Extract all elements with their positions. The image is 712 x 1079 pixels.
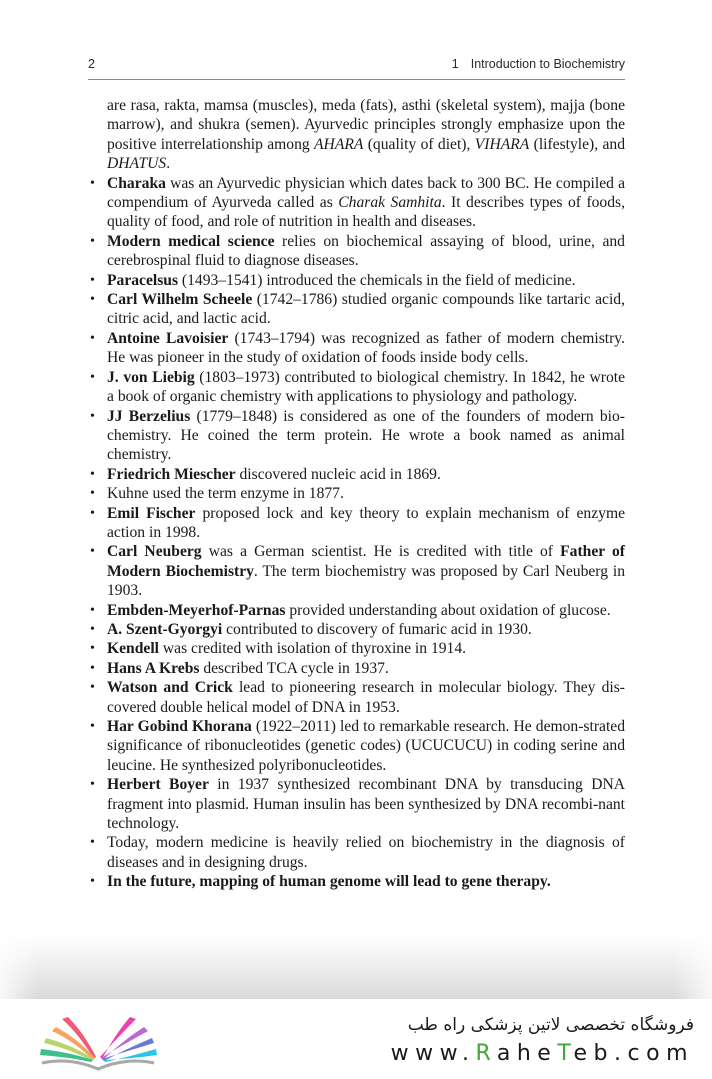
bullet-icon: • [90,719,95,734]
chapter-number: 1 [451,57,459,71]
list-item: • In the future, mapping of human genome will lead to gene therapy. [90,873,551,891]
bullet-icon: • [90,369,95,385]
history-bullet-list [88,174,625,892]
bullet-icon: • [90,544,95,560]
shop-url: www.RaheTeb.com [390,1041,694,1066]
watermark-banner [0,999,712,1079]
list-item: • Embden-Meyerhof-Parnas provided understanding about oxidation of glucose. [90,601,611,619]
list-item: • Watson and Crick lead to pioneering research in molecular biology. They dis-covered double helical model of DNA in 1953. [90,679,626,716]
bullet-icon: • [90,175,95,191]
list-item: • Paracelsus (1493–1541) introduced the chemicals in the field of medicine. [90,271,576,289]
bullet-icon: • [90,641,95,657]
bullet-icon: • [90,330,95,346]
bullet-icon: • [90,660,95,676]
list-item: • Today, modern medicine is heavily relied on biochemistry in the diagnosis of diseases and in designing drugs. [90,834,625,871]
list-item: • Friedrich Miescher discovered nucleic acid in 1869. [90,465,441,483]
list-item: • Herbert Boyer in 1937 synthesized recombinant DNA by transducing DNA fragment into plasmid. Human insulin has been synthesized by DNA recombi-nant technology. [90,776,626,833]
bullet-icon: • [90,486,95,502]
bullet-icon: • [90,874,95,890]
list-item: • Kuhne used the term enzyme in 1877. [90,485,344,503]
bullet-icon: • [90,777,95,793]
list-item: • Carl Wilhelm Scheele (1742–1786) studied organic compounds like tartaric acid, citric acid, and lactic acid. [90,291,625,328]
bullet-icon: • [90,466,95,482]
chapter-title: Introduction to Biochemistry [470,57,625,71]
bullet-icon: • [90,621,95,637]
page-number: 2 [88,57,95,71]
bullet-icon: • [90,408,95,424]
continuation-paragraph: are rasa, rakta, mamsa (muscles), meda (fats), asthi (skeletal system), majja (bone marrow), and shukra (semen). Ayurvedic principles strongly emphasize upon the positive interrelationship among AHARA (quality of diet), VIHARA (lifestyle), and DHATUS. [107,97,626,173]
term-dhatus: DHATUS [107,155,167,173]
bullet-icon: • [90,835,95,851]
list-item: • J. von Liebig (1803–1973) contributed to biological chemistry. In 1842, he wrote a book of organic chemistry with applications to physiology and pathology. [90,368,626,406]
shop-name: فروشگاه تخصصی لاتین پزشکی راه طب [407,1015,694,1035]
page-header [88,55,625,80]
bullet-icon: • [90,272,95,288]
bullet-icon: • [90,233,95,249]
list-item: • Kendell was credited with isolation of thyroxine in 1914. [90,640,467,658]
running-head [452,57,625,71]
list-item: • A. Szent-Gyorgyi contributed to discovery of fumaric acid in 1930. [90,620,532,638]
term-ahara: AHARA [314,135,364,153]
bullet-icon: • [90,602,95,618]
term-vihara: VIHARA [474,135,530,153]
list-item: • Emil Fischer proposed lock and key theory to explain mechanism of enzyme action in 1998. [90,504,625,541]
bullet-icon: • [90,292,95,308]
list-item: • Charaka was an Ayurvedic physician which dates back to 300 BC. He compiled a compendium of Ayurveda called as Charak Samhita. It describes types of foods, quality of food, and role of nutrition in health and diseases. [90,174,625,231]
open-book-rainbow-icon [38,1013,158,1075]
list-item: • Antoine Lavoisier (1743–1794) was recognized as father of modern chemistry. He was pioneer in the study of oxidation of foods inside body cells. [90,329,625,367]
page-body [88,96,625,892]
page-bottom-shadow [0,935,712,999]
bullet-icon: • [90,680,95,696]
list-item: • Har Gobind Khorana (1922–2011) led to remarkable research. He demon-strated significance of ribonucleotides (genetic codes) (UCUCUCU) in coding serine and leucine. He synthesized polyribonucleotides. [90,718,625,774]
list-item: • Modern medical science relies on biochemical assaying of blood, urine, and cerebrospinal fluid to diagnose diseases. [90,232,625,270]
bullet-icon: • [90,505,95,521]
list-item: • Carl Neuberg was a German scientist. He is credited with title of Father of Modern Biochemistry. The term biochemistry was proposed by Carl Neuberg in 1903. [90,543,626,600]
list-item: • JJ Berzelius (1779–1848) is considered as one of the founders of modern bio-chemistry. He coined the term protein. He wrote a book named as animal chemistry. [90,407,626,464]
list-item: • Hans A Krebs described TCA cycle in 1937. [90,659,389,677]
